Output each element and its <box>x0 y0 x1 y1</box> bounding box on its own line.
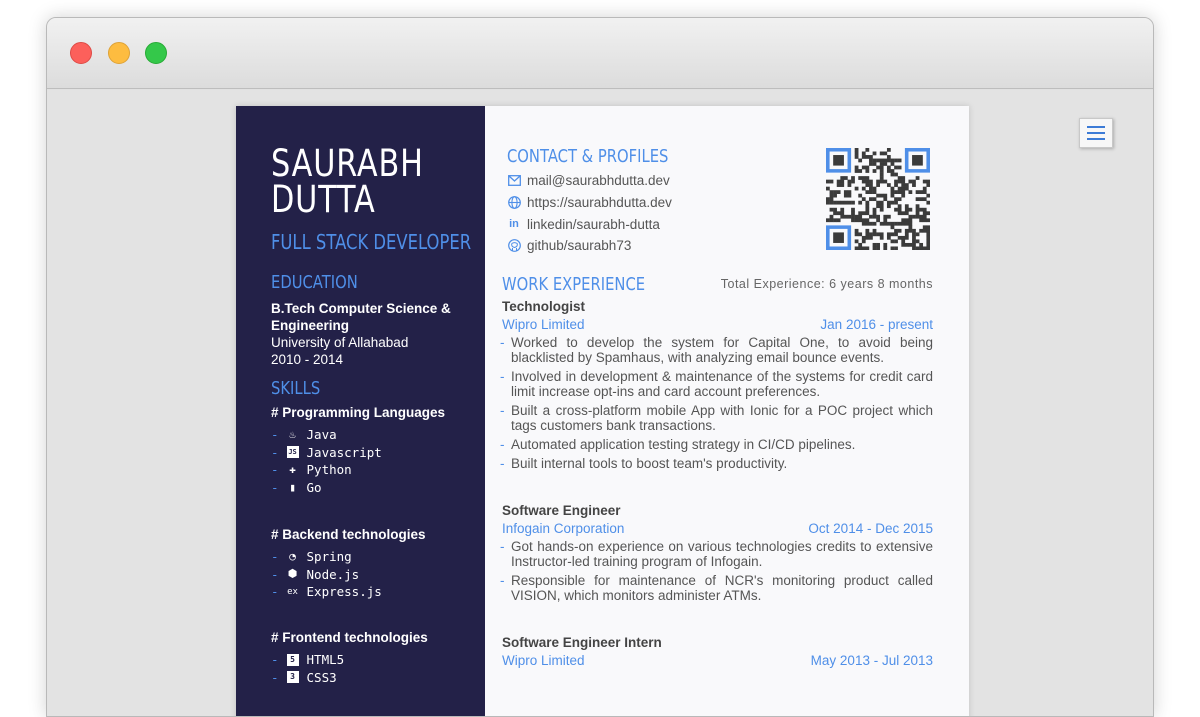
contact-title: CONTACT & PROFILES <box>507 146 669 167</box>
job-period: Jan 2016 - present <box>820 317 933 332</box>
contact-email[interactable]: mail@saurabhdutta.dev <box>507 170 672 192</box>
job-entry <box>502 635 933 668</box>
java-icon: ♨ <box>289 427 296 441</box>
close-window-button[interactable] <box>70 42 92 64</box>
job-period: Oct 2014 - Dec 2015 <box>808 521 933 536</box>
work-experience-title: WORK EXPERIENCE <box>502 274 646 295</box>
linkedin-icon: in <box>509 218 519 231</box>
company-name: Wipro Limited <box>502 317 585 332</box>
education-title: EDUCATION <box>271 272 358 293</box>
skill-item: - ▮ Go <box>271 479 322 495</box>
globe-icon <box>507 196 521 210</box>
contact-website[interactable]: https://saurabhdutta.dev <box>507 192 672 214</box>
job-bullet: - Involved in development & maintenance of the systems for credit card limit increase opt-ins and card account preferences. <box>502 369 933 399</box>
job-bullet: - Built internal tools to boost team's productivity. <box>502 456 933 471</box>
job-title: Technologist <box>502 299 585 314</box>
hamburger-icon <box>1087 126 1105 128</box>
job-bullet: - Automated application testing strategy in CI/CD pipelines. <box>502 437 933 452</box>
css3-icon: 3 <box>287 671 299 683</box>
skill-group-frontend: # Frontend technologies - 5 HTML5 - 3 CSS3 <box>271 630 481 686</box>
contact-github[interactable]: github/saurabh73 <box>507 235 672 257</box>
skill-item: - ⬢ Node.js <box>271 566 360 582</box>
job-entry <box>502 503 933 607</box>
skill-item: - ex Express.js <box>271 584 382 600</box>
maximize-window-button[interactable] <box>145 42 167 64</box>
resume-main <box>485 106 969 717</box>
contact-list <box>507 170 672 257</box>
title-bar <box>47 18 1153 89</box>
skill-item: - 5 HTML5 <box>271 652 345 667</box>
education-block <box>271 300 471 368</box>
minimize-window-button[interactable] <box>108 42 130 64</box>
github-icon <box>507 239 521 253</box>
school: University of Allahabad <box>271 335 409 350</box>
degree: B.Tech Computer Science & Engineering <box>271 301 451 333</box>
skill-item: - 3 CSS3 <box>271 669 337 685</box>
job-title: Software Engineer <box>502 503 621 518</box>
javascript-icon: JS <box>288 448 297 457</box>
skill-item: - ◔ Spring <box>271 549 352 564</box>
mail-icon <box>507 174 521 188</box>
skill-item: - JS Javascript <box>271 444 382 460</box>
spring-icon: ◔ <box>289 549 296 563</box>
html5-icon: 5 <box>287 654 299 666</box>
nodejs-icon: ⬢ <box>287 567 298 581</box>
skill-item: - ✚ Python <box>271 462 352 478</box>
company-name: Infogain Corporation <box>502 521 625 536</box>
job-title: Software Engineer Intern <box>502 635 662 650</box>
python-icon: ✚ <box>289 462 296 476</box>
skill-item: - ♨ Java <box>271 427 337 442</box>
skill-group-programming: # Programming Languages - ♨ Java - JS Javascript - ✚ Python - ▮ Go <box>271 405 481 496</box>
job-period: May 2013 - Jul 2013 <box>810 653 933 668</box>
skill-group-backend: # Backend technologies - ◔ Spring - ⬢ Node.js - ex Express.js <box>271 527 481 601</box>
education-years: 2010 - 2014 <box>271 352 344 367</box>
person-name: SAURABH DUTTA <box>271 142 424 221</box>
job-entry <box>502 299 933 475</box>
qr-code <box>826 148 930 250</box>
job-bullet: - Responsible for maintenance of NCR's monitoring product called VISION, which monitors administer ATMs. <box>502 573 933 603</box>
go-icon: ▮ <box>289 480 296 494</box>
job-bullet: - Got hands-on experience on various technologies credits to extensive Instructor-led training program of Infogain. <box>502 539 933 569</box>
company-name: Wipro Limited <box>502 653 585 668</box>
skills-title: SKILLS <box>271 378 321 399</box>
job-bullet: - Built a cross-platform mobile App with Ionic for a POC project which tags customers bank transactions. <box>502 403 933 433</box>
browser-window <box>46 17 1154 717</box>
total-experience: Total Experience: 6 years 8 months <box>720 277 933 291</box>
hamburger-menu-button[interactable] <box>1079 118 1113 148</box>
resume-page <box>236 106 969 717</box>
page-content <box>47 90 1153 716</box>
job-role: FULL STACK DEVELOPER <box>271 230 472 254</box>
job-bullet: - Worked to develop the system for Capital One, to avoid being blacklisted by Spamhaus, with analyzing email bounce events. <box>502 335 933 365</box>
resume-sidebar <box>236 106 485 717</box>
express-icon: ex <box>287 586 298 597</box>
contact-linkedin[interactable]: in linkedin/saurabh-dutta <box>507 213 672 235</box>
